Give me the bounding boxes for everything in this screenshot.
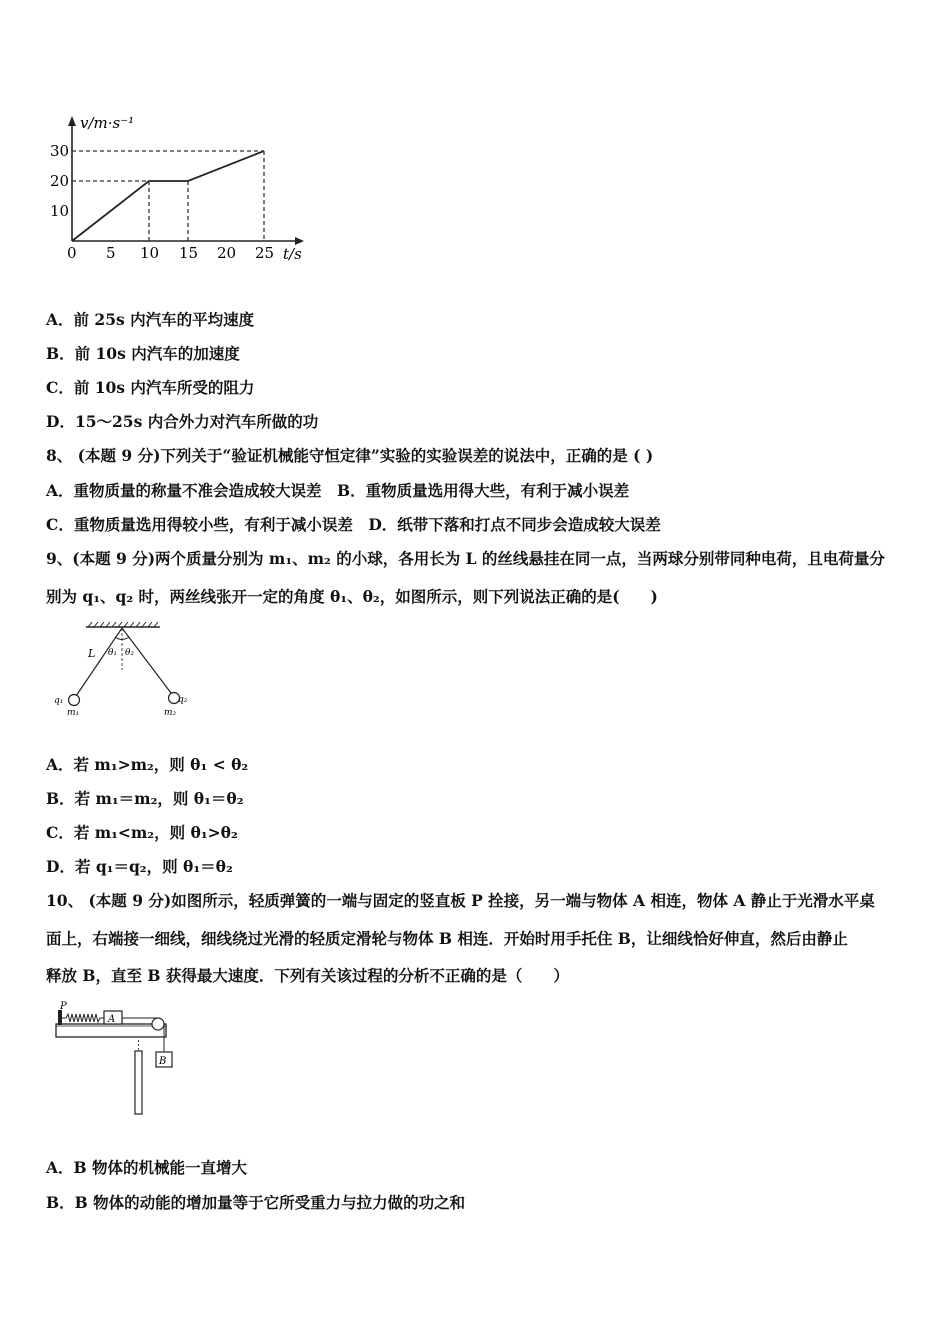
q9-option-a: A．若 m₁>m₂，则 θ₁ < θ₂ <box>46 755 249 774</box>
q8-stem: 8、 (本题 9 分)下列关于“验证机械能守恒定律”实验的实验误差的说法中，正确的是 ( ) <box>46 446 654 465</box>
left-string <box>74 628 122 699</box>
q9-option-b: B．若 m₁＝m₂，则 θ₁＝θ₂ <box>46 789 244 808</box>
x-tick-20: 20 <box>217 244 237 262</box>
q7-option-b: B．前 10s 内汽车的加速度 <box>46 344 240 363</box>
label-A: A <box>108 1014 116 1025</box>
label-L: L <box>88 647 96 660</box>
x-tick-5: 5 <box>106 244 116 262</box>
q10-option-a: A．B 物体的机械能一直增大 <box>46 1158 248 1177</box>
q10-stem-line3: 释放 B，直至 B 获得最大速度．下列有关该过程的分析不正确的是（ ） <box>46 966 569 985</box>
q9-option-d: D．若 q₁＝q₂，则 θ₁＝θ₂ <box>46 857 233 876</box>
x-tick-15: 15 <box>179 244 199 262</box>
spring <box>62 1014 104 1022</box>
q10-option-b: B．B 物体的动能的增加量等于它所受重力与拉力做的功之和 <box>46 1193 466 1212</box>
q8-options-row1: A．重物质量的称量不准会造成较大误差 B．重物质量选用得大些，有利于减小误差 <box>46 481 630 500</box>
velocity-time-graph <box>40 112 320 272</box>
label-m1: m₁ <box>67 708 80 718</box>
q9-stem-line1: 9、(本题 9 分)两个质量分别为 m₁、m₂ 的小球，各用长为 L 的丝线悬挂在同一点，当两球分别带同种电荷，且电荷量分 <box>46 549 885 568</box>
q9-stem-line2: 别为 q₁、q₂ 时，两丝线张开一定的角度 θ₁、θ₂，如图所示，则下列说法正确的是( ) <box>46 587 658 606</box>
x-tick-10: 10 <box>140 244 160 262</box>
q8-options-row2: C．重物质量选用得较小些，有利于减小误差 D．纸带下落和打点不同步会造成较大误差 <box>46 515 661 534</box>
y-axis-arrow <box>68 116 76 126</box>
pulley <box>152 1018 164 1030</box>
label-q2: q₂ <box>178 695 188 705</box>
q7-option-a: A．前 25s 内汽车的平均速度 <box>46 310 255 329</box>
table-leg <box>135 1051 142 1114</box>
plate-P <box>58 1010 62 1025</box>
x-tick-0: 0 <box>67 244 77 262</box>
spring-pulley-figure <box>48 996 188 1120</box>
q9-option-c: C．若 m₁<m₂，则 θ₁>θ₂ <box>46 823 238 842</box>
ball-1 <box>69 695 80 706</box>
x-axis-label: t/s <box>283 245 302 263</box>
velocity-line <box>72 151 264 241</box>
pendulum-figure <box>48 618 198 722</box>
q10-stem-line2: 面上，右端接一细线，细线绕过光滑的轻质定滑轮与物体 B 相连．开始时用手托住 B，让细线恰好伸直，然后由静止 <box>46 929 848 948</box>
label-theta1: θ₁ <box>108 648 118 658</box>
q7-option-c: C．前 10s 内汽车所受的阻力 <box>46 378 255 397</box>
y-axis-label: v/m·s⁻¹ <box>80 114 135 132</box>
right-string <box>122 628 174 697</box>
label-m2: m₂ <box>164 708 177 718</box>
label-q1: q₁ <box>54 696 64 706</box>
label-B: B <box>159 1056 167 1067</box>
y-tick-20: 20 <box>50 172 70 190</box>
y-tick-30: 30 <box>50 142 70 160</box>
label-theta2: θ₂ <box>125 648 135 658</box>
q7-option-d: D．15～25s 内合外力对汽车所做的功 <box>46 412 319 431</box>
ceiling-hatch <box>88 622 158 627</box>
q10-stem-line1: 10、 (本题 9 分)如图所示，轻质弹簧的一端与固定的竖直板 P 拴接，另一端与物体 A 相连，物体 A 静止于光滑水平桌 <box>46 891 875 910</box>
x-axis-arrow <box>295 237 304 245</box>
y-tick-10: 10 <box>50 202 70 220</box>
label-P: P <box>60 1001 67 1012</box>
x-tick-25: 25 <box>255 244 275 262</box>
